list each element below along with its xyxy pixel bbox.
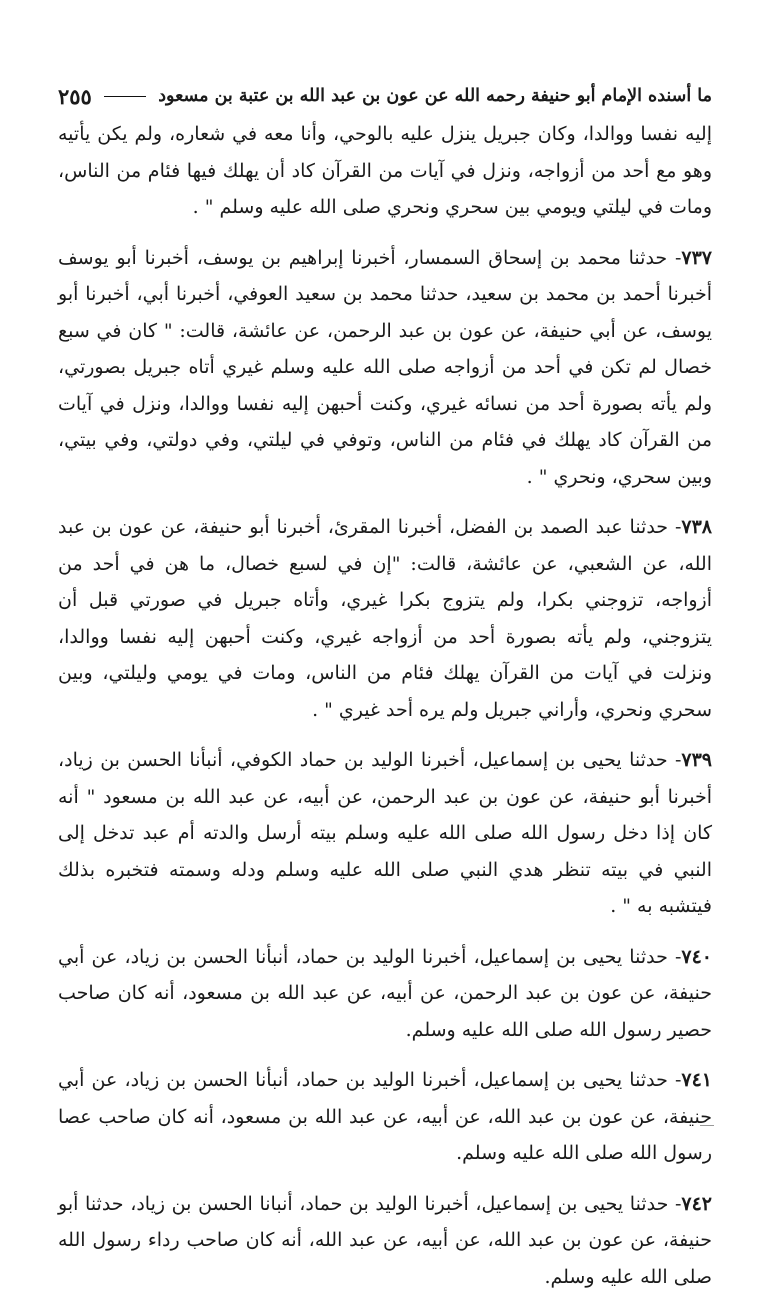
- page-header: [58, 78, 712, 114]
- hadith-text: - حدثنا يحيى بن إسماعيل، أخبرنا الوليد بن حماد، أنبانا الحسن بن زياد، حدثنا أبو حنيفة، عن عون بن عبد الله، عن أبيه، عن عبد الله، أنه كان صاحب رداء رسول الله صلى الله عليه وسلم.: [58, 1193, 712, 1288]
- hadith-737: [58, 240, 712, 496]
- hadith-738: [58, 509, 712, 728]
- page-body: [58, 116, 712, 1295]
- hadith-740: [58, 939, 712, 1049]
- hadith-number: ٧٣٧: [681, 247, 712, 269]
- hadith-number: ٧٣٩: [681, 749, 712, 771]
- hadith-742: [58, 1186, 712, 1295]
- hadith-739: [58, 742, 712, 925]
- hadith-text: - حدثنا يحيى بن إسماعيل، أخبرنا الوليد بن حماد، أنبأنا الحسن بن زياد، عن أبي حنيفة، عن عون بن عبد الرحمن، عن أبيه، عن عبد الله بن مسعود، أنه كان صاحب حصير رسول الله صلى الله عليه وسلم.: [58, 946, 712, 1041]
- hadith-741: [58, 1062, 712, 1172]
- hadith-text: - حدثنا يحيى بن إسماعيل، أخبرنا الوليد بن حماد الكوفي، أنبأنا الحسن بن زياد، أخبرنا أبو حنيفة، عن عون بن عبد الرحمن، عن أبيه، عن عبد الله بن مسعود " أنه كان إذا دخل رسول الله صلى الله عليه وسلم بيته أرسل والدته أم عبد تدخل إلى النبي في بيته تنظر هدي النبي صلى الله عليه وسلم ودله وسمته فتخبره بذلك فيتشبه به " .: [58, 749, 712, 917]
- hadith-text: - حدثنا محمد بن إسحاق السمسار، أخبرنا إبراهيم بن يوسف، أخبرنا أبو يوسف أخبرنا أحمد بن محمد بن سعيد، حدثنا محمد بن سعيد العوفي، أخبرنا أبي، أخبرنا أبو يوسف، عن أبي حنيفة، عن عون بن عبد الرحمن، عن عائشة، قالت: " كان في سبع خصال لم تكن في أحد من أزواجه صلى الله عليه وسلم غيري أتاه جبريل بصورتي، ولم يأته بصورة أحد من نسائه غيري، وكنت أحبهن إليه نفسا ووالدا، ونزل في آيات من القرآن كاد يهلك في فئام من الناس، وتوفي في ليلتي، وفي دولتي، وفي بيتي، وبين سحري، ونحري " .: [58, 247, 712, 488]
- scan-mark: [700, 1125, 714, 1126]
- page-number: ٢٥٥: [58, 84, 92, 109]
- hadith-number: ٧٤٢: [681, 1193, 712, 1215]
- hadith-text: - حدثنا عبد الصمد بن الفضل، أخبرنا المقرئ، أخبرنا أبو حنيفة، عن عون بن عبد الله، عن الشعبي، عن عائشة، قالت: "إن في لسبع خصال، ما هن في أحد من أزواجه، تزوجني بكرا، ولم يتزوج بكرا غيري، وأتاه جبريل في صورتي قبل أن يتزوجني، ولم يأته بصورة أحد من أزواجه غيري، وكنت أحبهن إليه نفسا ووالدا، ونزلت في آيات من القرآن يهلك فئام من الناس، ومات في يومي وليلتي، وبين سحري ونحري، وأراني جبريل ولم يره أحد غيري " .: [58, 516, 712, 721]
- hadith-number: ٧٣٨: [681, 516, 712, 538]
- hadith-number: ٧٤٠: [681, 946, 712, 968]
- header-rule: [104, 96, 146, 97]
- running-head: ما أسنده الإمام أبو حنيفة رحمه الله عن عون بن عبد الله بن عتبة بن مسعود: [158, 86, 712, 106]
- hadith-number: ٧٤١: [681, 1069, 712, 1091]
- continued-paragraph: إليه نفسا ووالدا، وكان جبريل ينزل عليه بالوحي، وأنا معه في شعاره، ولم يكن يأتيه وهو مع أحد من أزواجه، ونزل في آيات من القرآن كاد أن يهلك فيها فئام من الناس، ومات في ليلتي ويومي بين سحري ونحري صلى الله عليه وسلم " .: [58, 116, 712, 226]
- hadith-text: - حدثنا يحيى بن إسماعيل، أخبرنا الوليد بن حماد، أنبأنا الحسن بن زياد، عن أبي حنيفة، عن عون بن عبد الله، عن أبيه، عن عبد الله بن مسعود، أنه كان صاحب عصا رسول الله صلى الله عليه وسلم.: [58, 1069, 712, 1164]
